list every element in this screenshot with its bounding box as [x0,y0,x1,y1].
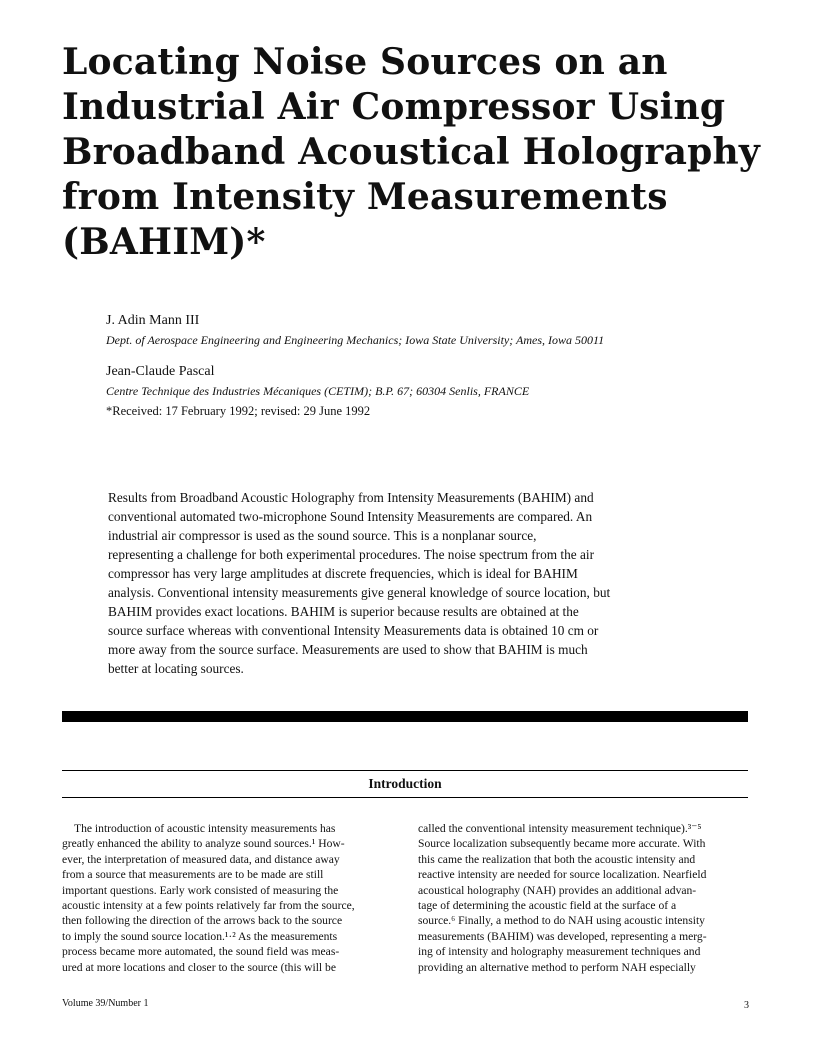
section-divider-bar [62,711,748,722]
author-name: Jean-Claude Pascal [106,364,215,379]
title-line: (BAHIM)* [62,221,266,263]
body-line: ing of intensity and holography measurement techniques and [418,945,701,959]
body-line: measurements (BAHIM) was developed, representing a merg- [418,929,707,943]
body-line: greatly enhanced the ability to analyze sound sources.¹ How- [62,837,345,851]
received-date: *Received: 17 February 1992; revised: 29 June 1992 [106,404,371,418]
abstract-line: source surface whereas with conventional Intensity Measurements data is obtained 10 cm or [108,623,599,638]
footer-volume: Volume 39/Number 1 [62,998,149,1009]
title-line: Industrial Air Compressor Using [62,86,726,128]
abstract-line: industrial air compressor is used as the sound source. This is a nonplanar source, [108,528,537,543]
body-column-left [62,821,400,975]
body-line: providing an alternative method to perform NAH especially [418,960,696,974]
section-heading: Introduction [368,776,442,791]
abstract-line: representing a challenge for both experimental procedures. The noise spectrum from the air [108,547,595,562]
abstract-line: compressor has very large amplitudes at discrete frequencies, which is ideal for BAHIM [108,566,578,581]
body-line: ever, the interpretation of measured data, and distance away [62,852,340,866]
body-line: important questions. Early work consisted of measuring the [62,883,339,897]
body-line: ured at more locations and closer to the source (this will be [62,960,336,974]
body-line: this came the realization that both the acoustic intensity and [418,852,696,866]
abstract-line: conventional automated two-microphone Sound Intensity Measurements are compared. An [108,509,593,524]
title-line: Locating Noise Sources on an [62,41,668,83]
body-line: then following the direction of the arrows back to the source [62,914,343,928]
heading-rule-top [62,770,748,771]
body-column-right [418,821,756,975]
abstract-line: better at locating sources. [108,661,244,676]
body-line: process became more automated, the sound field was meas- [62,945,340,959]
abstract-line: more away from the source surface. Measurements are used to show that BAHIM is much [108,642,588,657]
body-line: tage of determining the acoustic field at the surface of a [418,899,677,913]
abstract [108,488,718,678]
body-line: to imply the sound source location.¹·² As the measurements [62,929,338,943]
body-line: called the conventional intensity measurement technique).³⁻⁵ [418,822,702,835]
body-line: reactive intensity are needed for source localization. Nearfield [418,868,707,882]
body-line: acoustic intensity at a few points relatively far from the source, [62,899,355,913]
title-line: from Intensity Measurements [62,176,668,218]
body-line: from a source that measurements are to be made are still [62,868,324,882]
heading-rule-bottom [62,797,748,798]
author-affiliation: Dept. of Aerospace Engineering and Engineering Mechanics; Iowa State University; Ames, Iowa 50011 [106,333,605,347]
body-line: Source localization subsequently became more accurate. With [418,837,706,851]
author-block [106,312,766,419]
body-line: source.⁶ Finally, a method to do NAH using acoustic intensity [418,914,705,928]
abstract-line: analysis. Conventional intensity measurements give general knowledge of source location, but [108,585,611,600]
title-line: Broadband Acoustical Holography [62,131,760,173]
page-number: 3 [744,1000,749,1011]
author-name: J. Adin Mann III [106,313,200,328]
body-line: acoustical holography (NAH) provides an additional advan- [418,883,697,897]
author-affiliation: Centre Technique des Industries Mécaniques (CETIM); B.P. 67; 60304 Senlis, FRANCE [106,384,530,398]
article-title [62,40,762,265]
abstract-line: BAHIM provides exact locations. BAHIM is superior because results are obtained at the [108,604,579,619]
body-line: The introduction of acoustic intensity measurements has [74,822,336,835]
abstract-line: Results from Broadband Acoustic Holography from Intensity Measurements (BAHIM) and [108,490,594,505]
